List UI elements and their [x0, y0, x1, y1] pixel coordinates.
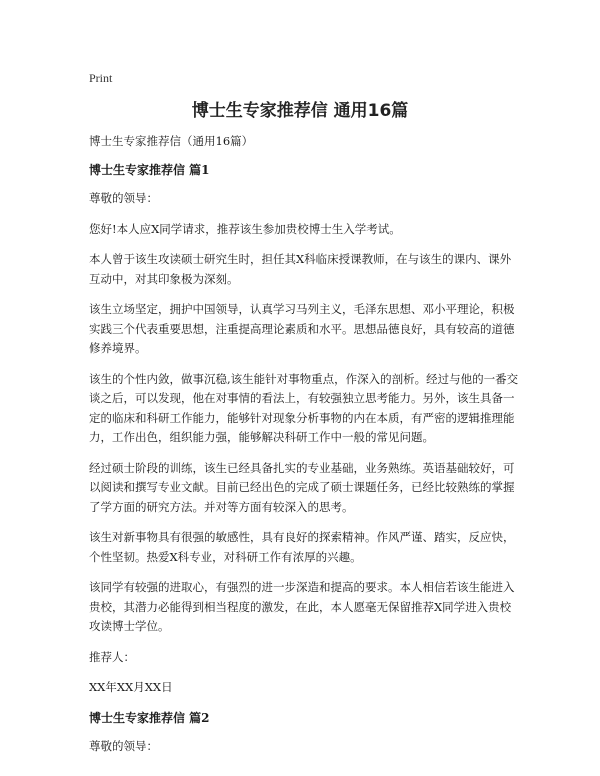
document-body: [89, 132, 519, 768]
salutation: 尊敬的领导：: [89, 191, 158, 205]
paragraph: 该生对新事物具有很强的敏感性，具有良好的探索精神。作风严谨、踏实，反应快，个性坚韧。热爱X科专业，对科研工作有浓厚的兴趣。: [89, 530, 515, 564]
paragraph: 经过硕士阶段的训练，该生已经具备扎实的专业基础，业务熟练。英语基础较好，可以阅读和撰写专业文献。目前已经出色的完成了硕士课题任务，已经比较熟练的掌握了学方面的研究方法。并对等方面有较深入的思考。: [89, 460, 515, 514]
document-subtitle: 博士生专家推荐信（通用16篇）: [89, 134, 254, 148]
paragraph: 该生立场坚定，拥护中国领导，认真学习马列主义，毛泽东思想、邓小平理论，积极实践三个代表重要思想，注重提高理论素质和水平。思想品德良好，具有较高的道德修养境界。: [89, 302, 515, 355]
section-heading: 博士生专家推荐信 篇1: [89, 162, 210, 177]
paragraph: 该生的个性内敛，做事沉稳,该生能针对事物重点，作深入的剖析。经过与他的一番交谈之后，可以发现，他在对事情的看法上，有较强独立思考能力。另外，该生具备一定的临床和科研工作能力，能够针对现象分析事物的内在本质，有严密的逻辑推理能力，工作出色，组织能力强，能够解决科研工作中一般的常见问题。: [89, 371, 519, 444]
document-title: 博士生专家推荐信 通用16篇: [191, 101, 409, 121]
salutation: 尊敬的领导：: [89, 739, 158, 753]
paragraph: 您好!本人应X同学请求，推荐该生参加贵校博士生入学考试。: [89, 221, 401, 236]
date: XX年XX月XX日: [89, 680, 173, 694]
section-heading: 博士生专家推荐信 篇2: [89, 710, 210, 725]
paragraph: 本人曾于该生攻读硕士研究生时，担任其X科临床授课教师，在与该生的课内、课外互动中，对其印象极为深刻。: [89, 252, 512, 286]
print-label: Print: [89, 71, 113, 85]
paragraph: 该同学有较强的进取心，有强烈的进一步深造和提高的要求。本人相信若该生能进入贵校，其潜力必能得到相当程度的激发，在此，本人愿毫无保留推荐X同学进入贵校攻读博士学位。: [89, 580, 515, 633]
signoff: 推荐人：: [89, 649, 135, 664]
